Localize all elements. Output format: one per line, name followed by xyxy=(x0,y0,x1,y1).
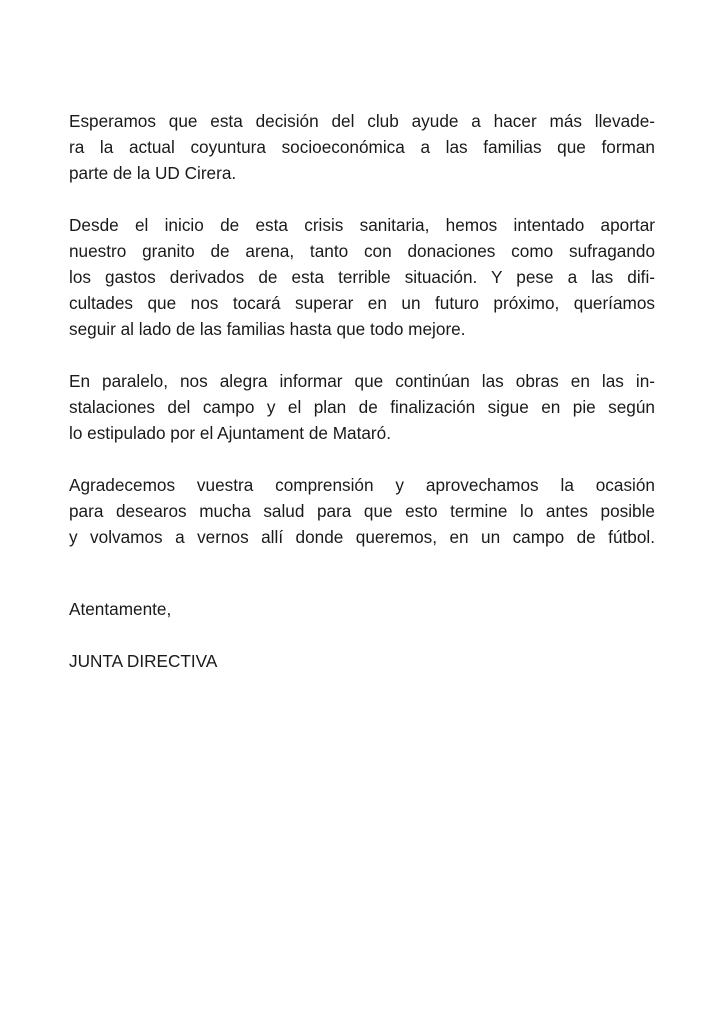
paragraph-1-line-3: parte de la UD Cirera. xyxy=(69,163,237,183)
paragraph-2-line-1: Desde el inicio de esta crisis sanitaria, hemos intentado aportar xyxy=(69,215,655,235)
paragraph-2-line-4: cultades que nos tocará superar en un futuro próximo, queríamos xyxy=(69,293,655,313)
paragraph-3-line-1: En paralelo, nos alegra informar que continúan las obras en las in- xyxy=(69,371,655,391)
paragraph-4-line-2: para desearos mucha salud para que esto termine lo antes posible xyxy=(69,501,655,521)
signature: JUNTA DIRECTIVA xyxy=(69,651,218,671)
paragraph-1-line-1: Esperamos que esta decisión del club ayude a hacer más llevade- xyxy=(69,111,655,131)
paragraph-2-line-5: seguir al lado de las familias hasta que todo mejore. xyxy=(69,319,466,339)
paragraph-4-line-1: Agradecemos vuestra comprensión y aprovechamos la ocasión xyxy=(69,475,655,495)
paragraph-2-line-2: nuestro granito de arena, tanto con donaciones como sufragando xyxy=(69,241,655,261)
paragraph-1-line-2: ra la actual coyuntura socioeconómica a las familias que forman xyxy=(69,137,655,157)
paragraph-4-line-3: y volvamos a vernos allí donde queremos, en un campo de fútbol. xyxy=(69,527,655,547)
paragraph-2-line-3: los gastos derivados de esta terrible situación. Y pese a las difi- xyxy=(69,267,655,287)
paragraph-3-line-3: lo estipulado por el Ajuntament de Mataró. xyxy=(69,423,391,443)
closing-text: Atentamente, xyxy=(69,599,172,619)
paragraph-3-line-2: stalaciones del campo y el plan de finalización sigue en pie según xyxy=(69,397,655,417)
